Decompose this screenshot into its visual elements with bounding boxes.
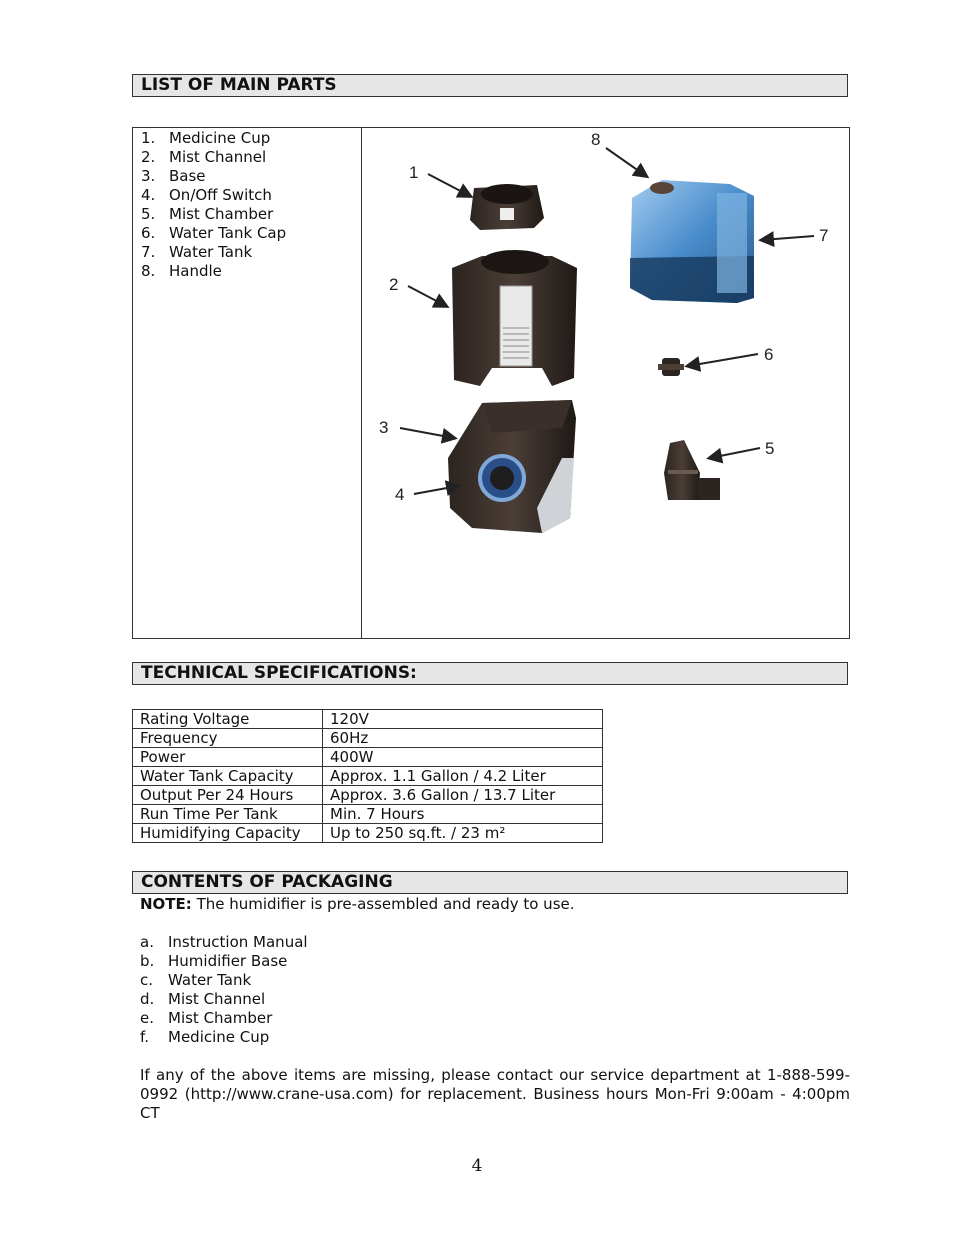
- callout-arrow-2: [408, 286, 446, 306]
- list-item: 8. Handle: [141, 262, 222, 280]
- callout-arrow-6: [688, 354, 758, 366]
- specs-section-title: TECHNICAL SPECIFICATIONS:: [132, 662, 848, 685]
- list-item: 7. Water Tank: [141, 243, 253, 261]
- list-item: 6. Water Tank Cap: [141, 224, 287, 242]
- mist-channel-illustration: [452, 250, 577, 386]
- callout-label-2: 2: [389, 275, 399, 294]
- table-row: Run Time Per Tank Min. 7 Hours: [133, 805, 603, 824]
- callout-arrow-1: [428, 174, 470, 196]
- callout-arrow-3: [400, 428, 454, 438]
- parts-section-title: LIST OF MAIN PARTS: [132, 74, 848, 97]
- page-number: 4: [471, 1156, 483, 1176]
- table-row: Water Tank Capacity Approx. 1.1 Gallon / 4.2 Liter: [133, 767, 603, 786]
- list-item: 1. Medicine Cup: [141, 129, 271, 147]
- mist-chamber-illustration: [664, 440, 720, 500]
- callout-label-4: 4: [395, 485, 405, 504]
- parts-list: [141, 129, 286, 281]
- table-row: Power 400W: [133, 748, 603, 767]
- list-item: e. Mist Chamber: [140, 1009, 273, 1027]
- spec-table: [132, 709, 603, 843]
- list-item: 2. Mist Channel: [141, 148, 267, 166]
- callout-arrow-7: [762, 236, 814, 240]
- callout-label-5: 5: [765, 439, 775, 458]
- packaging-note: [140, 895, 575, 913]
- water-tank-cap-illustration: [658, 358, 684, 376]
- callout-label-1: 1: [409, 163, 419, 182]
- list-item: b. Humidifier Base: [140, 952, 288, 970]
- parts-box: [132, 127, 850, 639]
- callout-label-6: 6: [764, 345, 774, 364]
- list-item: 4. On/Off Switch: [141, 186, 272, 204]
- table-row: Humidifying Capacity Up to 250 sq.ft. / 23 m²: [133, 824, 603, 843]
- list-item: a. Instruction Manual: [140, 933, 308, 951]
- list-item: f. Medicine Cup: [140, 1028, 270, 1046]
- note-label: NOTE:: [140, 895, 192, 913]
- contents-section-title: CONTENTS OF PACKAGING: [132, 871, 848, 894]
- list-item: c. Water Tank: [140, 971, 252, 989]
- water-tank-illustration: [630, 180, 754, 303]
- base-illustration: [448, 400, 576, 533]
- list-item: d. Mist Channel: [140, 990, 266, 1008]
- table-row: Frequency 60Hz: [133, 729, 603, 748]
- contents-list: [140, 933, 308, 1047]
- callout-label-7: 7: [819, 226, 829, 245]
- table-row: Output Per 24 Hours Approx. 3.6 Gallon / 13.7 Liter: [133, 786, 603, 805]
- table-row: Rating Voltage 120V: [133, 710, 603, 729]
- note-text: The humidifier is pre-assembled and ready to use.: [191, 895, 575, 913]
- list-item: 3. Base: [141, 167, 206, 185]
- callout-label-3: 3: [379, 418, 389, 437]
- service-contact-paragraph: If any of the above items are missing, please contact our service department at 1-888-599-0992 (http://www.crane-usa.com) for replacement. Business hours Mon-Fri 9:00am - 4:00pm CT: [140, 1066, 850, 1122]
- parts-figure: [362, 128, 849, 638]
- list-item: 5. Mist Chamber: [141, 205, 274, 223]
- callout-arrow-8: [606, 148, 646, 176]
- callout-arrow-5: [710, 448, 760, 458]
- callout-label-8: 8: [591, 130, 601, 149]
- medicine-cup-illustration: [470, 184, 544, 230]
